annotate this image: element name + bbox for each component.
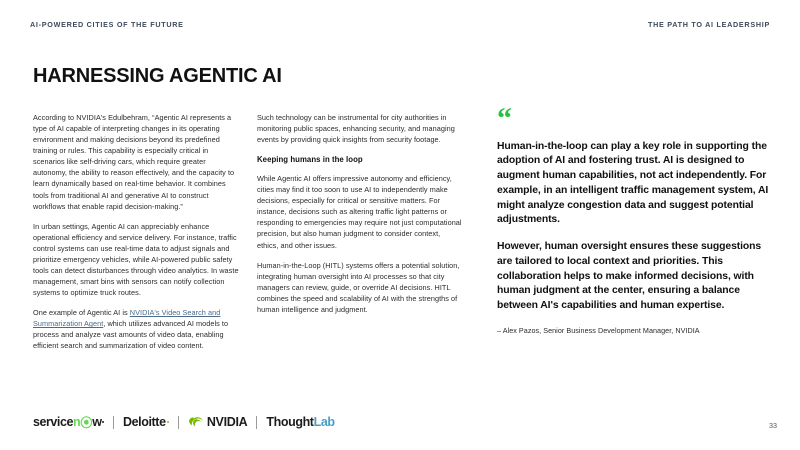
- logo-divider: [256, 416, 257, 429]
- page-number: 33: [769, 421, 777, 430]
- paragraph: Human-in-the-Loop (HITL) systems offers a potential solution, integrating human oversight into AI processes so that city managers can review, guide, or override AI decisions. HITL combines the speed and scalability of AI with the strengths of human intelligence and judgment.: [257, 260, 460, 314]
- logo-divider: [178, 416, 179, 429]
- quote-paragraph: Human-in-the-loop can play a key role in supporting the adoption of AI and fostering trust. AI is designed to augment human capabilities, not act independently. For example, in an intelligent traffic management system, AI might analyze congestion data and suggest potential adjustments.: [497, 140, 769, 226]
- footer-logo-bar: [33, 412, 335, 432]
- thoughtlab-logo-text-b: Lab: [313, 415, 335, 429]
- pull-quote-body: [497, 140, 769, 314]
- paragraph-text-before: One example of Agentic AI is: [33, 308, 130, 318]
- body-column-1: [33, 112, 239, 361]
- nvidia-logo-text: NVIDIA: [206, 415, 248, 429]
- servicenow-logo-text-c: w: [92, 415, 102, 429]
- servicenow-logo-dot-icon: [102, 421, 104, 423]
- nvidia-vss-agent-link[interactable]: NVIDIA's Video Search and Summarization Agent: [33, 308, 221, 329]
- quote-paragraph: However, human oversight ensures these suggestions are tailored to local context and priorities. This collaboration helps to make informed decisions, with human judgment at the center, ensuring a balance between AI's capabilities and human expertise.: [497, 241, 762, 312]
- servicenow-logo-swirl-icon: ⦿: [80, 416, 93, 430]
- thoughtlab-logo-text-a: Thought: [266, 415, 314, 429]
- servicenow-logo: [33, 413, 104, 431]
- quotation-mark-icon: “: [497, 102, 511, 135]
- deloitte-logo: [123, 415, 169, 429]
- servicenow-logo-text-a: service: [33, 415, 73, 429]
- pull-quote: [497, 102, 769, 336]
- paragraph: In urban settings, Agentic AI can appreciably enhance operational efficiency and service delivery. For instance, traffic control systems can use real-time data to adjust signals and prioritize emergency vehicles, while AI-powered public safety tools can detect disturbances through video analytics. In waste management, smart bins with sensors can notify collection systems to optimize truck routes.: [33, 221, 239, 298]
- deloitte-logo-dot-icon: [167, 421, 169, 423]
- logo-divider: [113, 416, 114, 429]
- body-column-2: [257, 112, 463, 361]
- servicenow-logo-text-b: n: [72, 415, 81, 429]
- header-right-title: THE PATH TO AI LEADERSHIP: [648, 19, 770, 29]
- paragraph-with-link: [33, 307, 239, 351]
- paragraph: Such technology can be instrumental for city authorities in monitoring public spaces, enhancing security, and managing events by providing quick insights from security footage.: [257, 113, 455, 145]
- section-subheading: Keeping humans in the loop: [257, 155, 363, 165]
- paragraph-text-after: , which utilizes advanced AI models to process and analyze vast amounts of video data, enabling efficient search and summarization of video content.: [33, 319, 229, 351]
- quote-attribution: – Alex Pazos, Senior Business Development Manager, NVIDIA: [497, 326, 700, 336]
- body-columns: [33, 112, 463, 361]
- paragraph: While Agentic AI offers impressive autonomy and efficiency, cities may find it too soon to use AI to independently make decisions, especially for critical or sensitive matters. For instance, decisions such as altering traffic light patterns or responding to emergencies may require not just computational precision, but also human judgment to consider context, ethics, and other issues.: [257, 174, 462, 250]
- paragraph: According to NVIDIA's Edulbehram, “Agentic AI represents a type of AI capable of interpreting changes in its operating environment and making decisions beyond its predefined training or rules. This capability is especially critical in scenarios like self-driving cars, which require greater autonomy, the ability to reason effectively, and the capacity to learn dynamically based on real-time behavior. It combines tools from traditional AI and generative AI to construct workflows that enable rapid decision-making.”: [33, 113, 235, 211]
- deloitte-logo-text: Deloitte: [122, 415, 166, 429]
- page-title: HARNESSING AGENTIC AI: [33, 65, 282, 88]
- header-left-title: AI-POWERED CITIES OF THE FUTURE: [30, 19, 184, 29]
- thoughtlab-logo: [266, 415, 334, 429]
- nvidia-logo: [188, 415, 248, 429]
- nvidia-eye-icon: [188, 416, 204, 429]
- running-header: [0, 17, 800, 31]
